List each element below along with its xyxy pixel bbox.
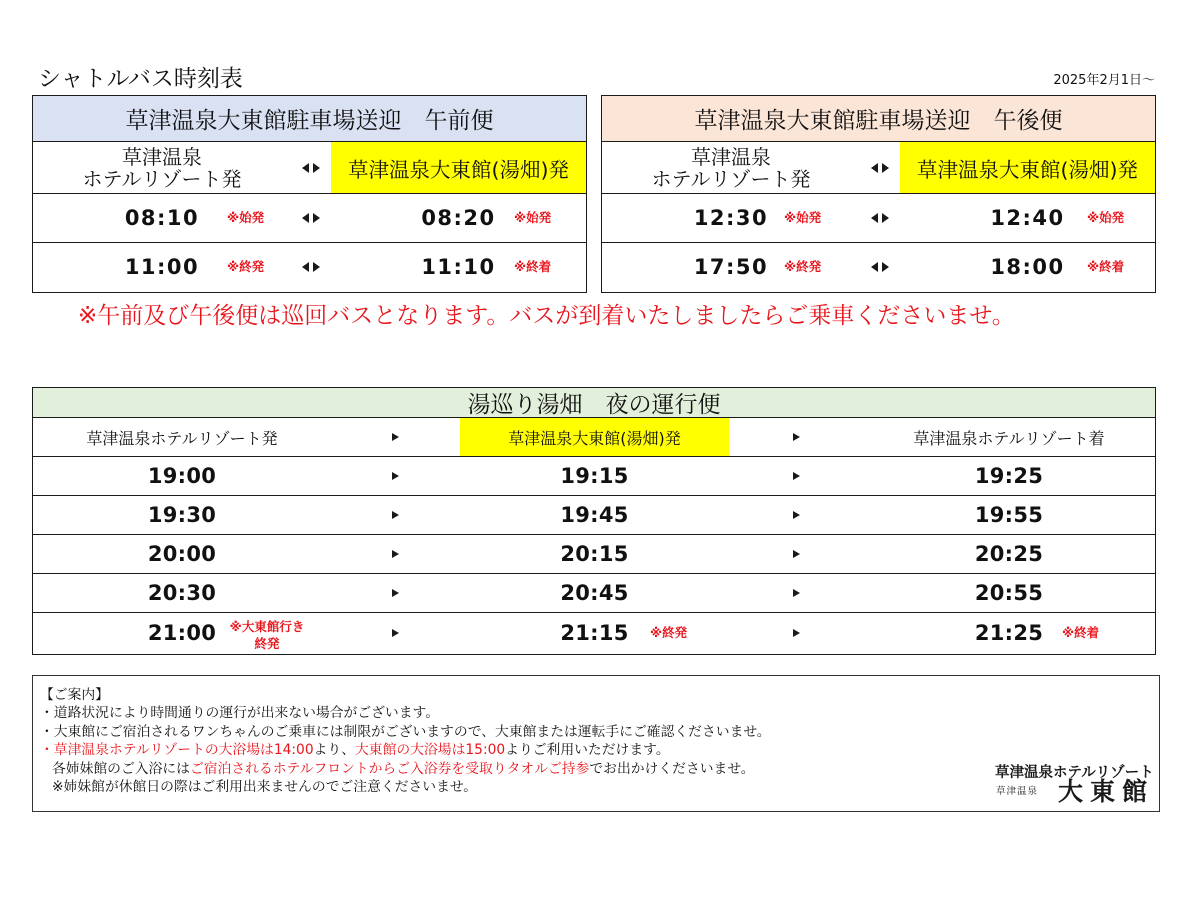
column-label-hotel-departure: 草津温泉ホテルリゾート発 — [86, 428, 278, 448]
bidirectional-arrow-icon — [871, 262, 889, 272]
info-line-road: ・道路状況により時間通りの運行が出来ない場合がございます。 — [40, 705, 440, 722]
daitokan-departure-time: 19:45 — [560, 503, 629, 527]
daitokan-departure-time: 12:40 — [990, 206, 1065, 230]
hotel-departure-time: 21:00 — [147, 621, 217, 645]
hotel-arrival-cell — [863, 535, 1155, 573]
info-bath-hotel-hours: ・草津温泉ホテルリゾートの大浴場は14:00 — [40, 742, 314, 759]
column-label-hotel-arrival: 草津温泉ホテルリゾート着 — [913, 428, 1105, 448]
hotel-arrival-time: 21:25 — [974, 621, 1044, 645]
info-heading: 【ご案内】 — [40, 687, 109, 703]
hotel-departure-note: ※終発 — [227, 259, 265, 274]
hotel-resort-logo: 草津温泉ホテルリゾート — [995, 765, 1154, 781]
arrow-cell — [729, 535, 863, 573]
arrow-cell — [331, 496, 460, 534]
daitokan-departure-cell — [460, 613, 729, 653]
daitokan-departure-cell — [460, 496, 729, 534]
table-row — [602, 243, 1155, 291]
right-arrow-icon — [392, 433, 399, 441]
afternoon-table-header: 草津温泉大東館駐車場送迎 午後便 — [602, 96, 1155, 142]
afternoon-shuttle-table — [601, 95, 1156, 293]
right-arrow-icon — [793, 433, 800, 441]
column-label-daitokan-departure: 草津温泉大東館(湯畑)発 — [460, 418, 729, 456]
arrow-cell — [331, 457, 460, 495]
hotel-departure-note: ※始発 — [784, 210, 822, 225]
hotel-departure-cell — [33, 194, 291, 242]
hotel-departure-time: 11:00 — [124, 255, 200, 279]
right-arrow-icon — [793, 550, 800, 558]
right-arrow-icon — [793, 629, 800, 637]
info-line-bath — [40, 741, 1159, 759]
hotel-departure-note — [227, 618, 307, 652]
info-sister-highlight: ご宿泊されるホテルフロントからご入浴券を受取りタオルご持参 — [189, 760, 590, 777]
right-arrow-icon — [793, 511, 800, 519]
afternoon-column-labels — [602, 142, 1155, 194]
hotel-arrival-time: 19:55 — [974, 503, 1044, 527]
hotel-departure-cell — [33, 457, 331, 495]
info-line-dog: ・大東館にご宿泊されるワンちゃんのご乗車には制限がございますので、大東館または運転手にご確認くださいませ。 — [40, 723, 771, 740]
daitokan-logo: 大東館 — [1058, 777, 1155, 806]
daitokan-departure-note: ※終着 — [1087, 259, 1125, 274]
bidirectional-arrow-icon — [302, 163, 320, 173]
right-arrow-icon — [392, 511, 399, 519]
arrow-cell — [729, 574, 863, 612]
arrow-cell — [729, 496, 863, 534]
daitokan-departure-note: ※始発 — [1087, 210, 1125, 225]
info-sister-lead: 各姉妹館のご入浴には — [52, 760, 190, 777]
daitokan-departure-note: ※終着 — [514, 259, 552, 274]
daitokan-departure-cell — [460, 457, 729, 495]
arrow-cell — [729, 613, 863, 653]
origin-label — [33, 142, 291, 193]
right-arrow-icon — [392, 629, 399, 637]
arrow-cell — [331, 535, 460, 573]
arrow-cell — [331, 418, 460, 456]
right-arrow-icon — [392, 550, 399, 558]
daitokan-departure-cell — [900, 243, 1155, 291]
hotel-departure-time: 19:30 — [147, 503, 217, 527]
daitokan-departure-note: ※始発 — [514, 210, 552, 225]
morning-column-labels — [33, 142, 586, 194]
destination-label: 草津温泉大東館(湯畑)発 — [331, 142, 586, 193]
table-row — [33, 574, 1155, 613]
arrow-cell — [729, 457, 863, 495]
hotel-departure-note: ※終発 — [784, 259, 822, 274]
info-line-closed: ※姉妹館が休館日の際はご利用出来ませんのでご注意くださいませ。 — [52, 779, 478, 796]
morning-shuttle-table — [32, 95, 587, 293]
daitokan-departure-cell — [331, 243, 586, 291]
origin-label-line2: ホテルリゾート発 — [651, 166, 811, 191]
arrow-cell — [291, 142, 331, 193]
info-bath-connector: より、 — [313, 742, 356, 759]
hotel-arrival-time: 20:25 — [974, 542, 1044, 566]
effective-date: 2025年2月1日〜 — [1053, 73, 1155, 88]
hotel-arrival-cell — [863, 613, 1155, 653]
hotel-departure-cell — [33, 496, 331, 534]
daitokan-departure-cell — [900, 194, 1155, 242]
origin-label-line2: ホテルリゾート発 — [82, 166, 242, 191]
hotel-departure-cell — [602, 194, 860, 242]
arrow-cell — [331, 613, 460, 653]
hotel-departure-time: 19:00 — [147, 464, 217, 488]
hotel-departure-note-line1: ※大東館行き — [229, 619, 305, 634]
origin-label-line1: 草津温泉 — [122, 144, 202, 169]
bidirectional-arrow-icon — [302, 213, 320, 223]
page-title: シャトルバス時刻表 — [38, 66, 243, 92]
night-shuttle-table — [32, 387, 1156, 655]
arrow-cell — [291, 243, 331, 291]
arrow-cell — [860, 243, 900, 291]
table-row — [33, 496, 1155, 535]
daitokan-departure-cell — [460, 574, 729, 612]
hotel-departure-time: 12:30 — [693, 206, 769, 230]
right-arrow-icon — [793, 472, 800, 480]
hotel-departure-cell — [33, 243, 291, 291]
daitokan-logo-prefix: 草津温泉 — [996, 786, 1039, 797]
info-line-sister — [40, 760, 1159, 778]
hotel-departure-time: 08:10 — [124, 206, 200, 230]
daitokan-departure-time: 11:10 — [421, 255, 496, 279]
daitokan-departure-time: 18:00 — [990, 255, 1065, 279]
hotel-arrival-cell — [863, 457, 1155, 495]
table-row — [33, 457, 1155, 496]
right-arrow-icon — [793, 589, 800, 597]
night-column-labels — [33, 418, 1155, 457]
origin-label — [602, 142, 860, 193]
night-table-header: 湯巡り湯畑 夜の運行便 — [33, 388, 1155, 418]
hotel-departure-time: 20:00 — [147, 542, 217, 566]
arrow-cell — [291, 194, 331, 242]
info-sister-tail: でお出かけくださいませ。 — [589, 760, 755, 777]
hotel-arrival-cell — [863, 574, 1155, 612]
table-row — [33, 194, 586, 243]
hotel-departure-note-line2: 終発 — [254, 636, 280, 651]
right-arrow-icon — [392, 472, 399, 480]
hotel-departure-note: ※始発 — [227, 210, 265, 225]
hotel-arrival-cell — [863, 496, 1155, 534]
destination-label: 草津温泉大東館(湯畑)発 — [900, 142, 1155, 193]
hotel-departure-time: 20:30 — [147, 581, 217, 605]
daitokan-departure-time: 21:15 — [560, 621, 629, 645]
daitokan-departure-note: ※終発 — [650, 625, 688, 640]
origin-label-line1: 草津温泉 — [691, 144, 771, 169]
hotel-departure-cell — [602, 243, 860, 291]
hotel-departure-time: 17:50 — [693, 255, 769, 279]
morning-table-header: 草津温泉大東館駐車場送迎 午前便 — [33, 96, 586, 142]
right-arrow-icon — [392, 589, 399, 597]
information-box — [32, 675, 1160, 812]
table-row — [602, 194, 1155, 243]
loop-bus-notice: ※午前及び午後便は巡回バスとなります。バスが到着いたしましたらご乗車くださいませ。 — [78, 303, 1015, 329]
daitokan-departure-time: 20:45 — [560, 581, 629, 605]
hotel-departure-cell — [33, 574, 331, 612]
daitokan-departure-cell — [460, 535, 729, 573]
arrow-cell — [729, 418, 863, 456]
hotel-arrival-note: ※終着 — [1062, 625, 1100, 640]
hotel-departure-cell — [33, 535, 331, 573]
bidirectional-arrow-icon — [302, 262, 320, 272]
bidirectional-arrow-icon — [871, 213, 889, 223]
table-row — [33, 243, 586, 291]
daitokan-departure-time: 08:20 — [421, 206, 496, 230]
hotel-arrival-time: 20:55 — [974, 581, 1044, 605]
bidirectional-arrow-icon — [871, 163, 889, 173]
arrow-cell — [860, 194, 900, 242]
daitokan-departure-time: 20:15 — [560, 542, 629, 566]
daitokan-departure-time: 19:15 — [560, 464, 629, 488]
hotel-arrival-time: 19:25 — [974, 464, 1044, 488]
info-bath-tail: よりご利用いただけます。 — [505, 742, 670, 759]
arrow-cell — [331, 574, 460, 612]
arrow-cell — [860, 142, 900, 193]
table-row — [33, 535, 1155, 574]
table-row — [33, 613, 1155, 653]
info-bath-daitokan-hours: 大東館の大浴場は15:00 — [355, 742, 506, 759]
daitokan-departure-cell — [331, 194, 586, 242]
hotel-departure-cell — [33, 613, 331, 653]
